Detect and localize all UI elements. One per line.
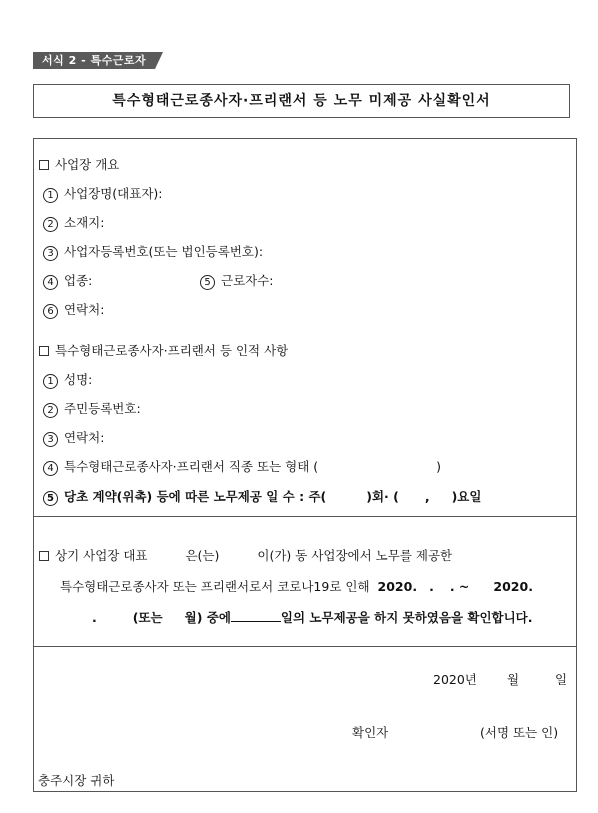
item-label: 주민등록번호: (64, 401, 141, 416)
item-label: 성명: (64, 372, 93, 387)
text: 월) 중에 (184, 610, 231, 625)
page-title: 특수형태근로종사자·프리랜서 등 노무 미제공 사실확인서 (33, 84, 570, 118)
item-mid-text: )회· ( (366, 489, 399, 504)
checkbox-icon (39, 551, 49, 561)
confirmer-label: 확인자 (352, 725, 389, 740)
date-month: 월 (507, 672, 520, 687)
number-badge: 1 (43, 374, 58, 389)
text: 이(가) 동 사업장에서 노무를 제공한 (257, 548, 453, 563)
paren-close: ) (436, 459, 442, 474)
section2-heading (39, 343, 288, 359)
confirm-line-3 (92, 609, 533, 626)
number-badge: 1 (43, 188, 58, 203)
checkbox-icon (39, 346, 49, 356)
date-text: 2020. (493, 579, 533, 594)
section2-item-5 (43, 489, 481, 506)
section1-item-3 (43, 244, 263, 261)
text: 특수형태근로종사자 또는 프리랜서로서 코로나19로 인해 (60, 579, 370, 594)
number-badge: 4 (43, 461, 58, 476)
number-badge: 2 (43, 403, 58, 418)
form-frame (33, 138, 577, 792)
text: (또는 (132, 610, 163, 625)
section1-item-6 (43, 302, 104, 319)
section1-item-2 (43, 215, 104, 232)
item-label: 근로자수: (221, 273, 274, 288)
checkbox-icon (39, 160, 49, 170)
item-label: 연락처: (64, 302, 105, 317)
date-year: 2020년 (433, 672, 477, 687)
number-badge: 3 (43, 432, 58, 447)
item-label: 당초 계약(위촉) 등에 따른 노무제공 일 수 : 주( (64, 489, 327, 504)
date-text: . (429, 579, 434, 594)
number-badge: 2 (43, 217, 58, 232)
item-mid-text: , (424, 489, 430, 504)
addressee: 충주시장 귀하 (38, 773, 115, 788)
number-badge: 5 (200, 275, 215, 290)
text: 은(는) (185, 548, 220, 563)
section-divider (34, 516, 576, 517)
date-text: . ~ (449, 579, 470, 594)
section2-heading-text: 특수형태근로종사자·프리랜서 등 인적 사항 (55, 343, 289, 358)
form-tag: 서식 2 - 특수근로자 (33, 52, 155, 69)
text: 일의 노무제공을 하지 못하였음을 확인합니다. (280, 610, 533, 625)
section1-item-4 (43, 273, 92, 290)
confirm-line-2 (60, 579, 533, 595)
section1-heading (39, 157, 119, 173)
date-day: 일 (555, 672, 568, 687)
section1-heading-text: 사업장 개요 (55, 157, 120, 172)
number-badge: 3 (43, 246, 58, 261)
date-text: 2020. (377, 579, 418, 594)
item-label: 특수형태근로종사자·프리랜서 직종 또는 형태 ( (64, 459, 319, 474)
section2-item-2 (43, 401, 141, 418)
section2-item-1 (43, 372, 92, 389)
section1-item-1 (43, 186, 163, 203)
section2-item-3 (43, 430, 104, 447)
confirm-line-1 (39, 548, 452, 564)
item-label: 업종: (64, 273, 93, 288)
number-badge: 6 (43, 304, 58, 319)
text: 상기 사업장 대표 (55, 548, 148, 563)
item-label: 연락처: (64, 430, 105, 445)
date-text: . (92, 610, 97, 625)
number-badge: 5 (43, 491, 58, 506)
number-badge: 4 (43, 275, 58, 290)
item-label: 사업장명(대표자): (64, 186, 163, 201)
section1-item-5 (200, 273, 274, 290)
section-divider (34, 646, 576, 647)
section2-item-4 (43, 459, 441, 476)
item-close-text: )요일 (451, 489, 482, 504)
item-label: 소재지: (64, 215, 105, 230)
signature-label: (서명 또는 인) (480, 725, 559, 740)
blank-underline (231, 609, 281, 622)
item-label: 사업자등록번호(또는 법인등록번호): (64, 244, 264, 259)
